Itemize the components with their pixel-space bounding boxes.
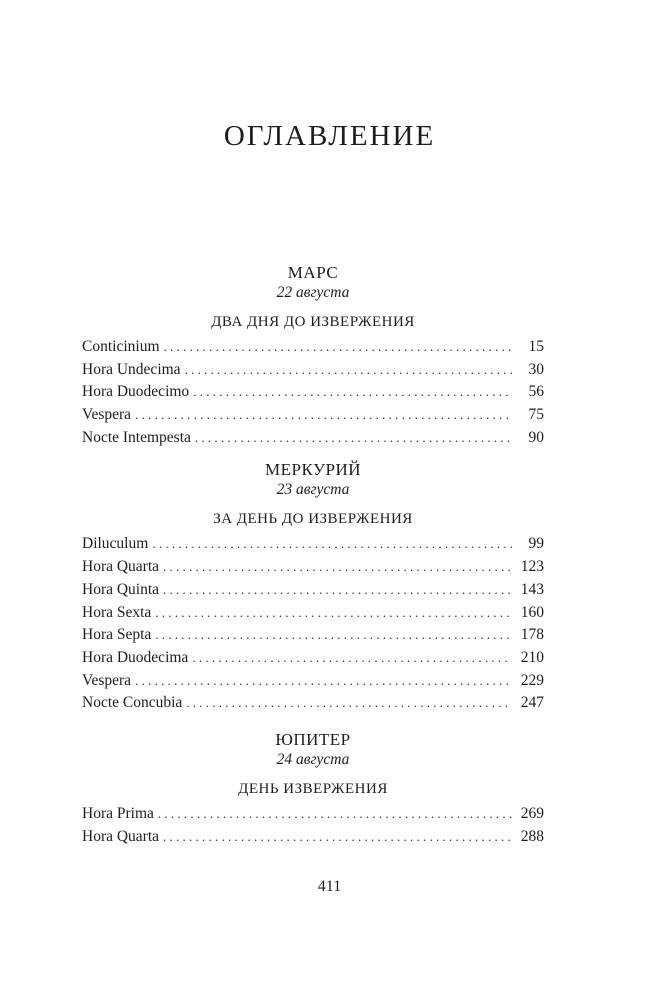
toc-entry[interactable]	[82, 803, 544, 826]
toc-entry[interactable]	[82, 647, 544, 670]
entry-page-number: 15	[528, 338, 544, 355]
entry-label: Hora Quinta	[82, 580, 160, 598]
toc-part-mars	[82, 262, 544, 449]
section-title: ДЕНЬ ИЗВЕРЖЕНИЯ	[238, 780, 388, 797]
part-date: 23 августа	[276, 481, 350, 499]
section-title: ДВА ДНЯ ДО ИЗВЕРЖЕНИЯ	[211, 314, 415, 330]
toc-entry[interactable]	[82, 826, 544, 849]
dot-leader	[163, 556, 512, 579]
toc-entry[interactable]	[82, 556, 544, 579]
page-number: 411	[317, 878, 342, 895]
entry-page-number: 30	[528, 360, 544, 378]
dot-leader	[135, 404, 512, 427]
part-name: МАРС	[287, 263, 339, 282]
entry-label: Hora Septa	[82, 626, 152, 644]
entry-label: Vespera	[82, 406, 132, 424]
dot-leader	[163, 579, 512, 602]
section-title: ЗА ДЕНЬ ДО ИЗВЕРЖЕНИЯ	[213, 511, 413, 528]
entry-label: Hora Prima	[82, 804, 154, 822]
toc-part-jupiter	[82, 729, 544, 848]
toc-entry[interactable]	[82, 336, 544, 359]
entry-page-number: 247	[520, 694, 544, 712]
entry-page-number: 288	[520, 827, 544, 845]
dot-leader	[186, 692, 512, 715]
dot-leader	[163, 826, 512, 849]
entry-label: Hora Duodecima	[82, 648, 189, 666]
page-title: ОГЛАВЛЕНИЕ	[223, 120, 436, 152]
entry-page-number: 178	[520, 626, 544, 644]
toc-entry[interactable]	[82, 533, 544, 556]
entry-label: Nocte Intempesta	[82, 428, 191, 446]
dot-leader	[193, 381, 512, 404]
entry-label: Diluculum	[82, 535, 149, 553]
part-date: 24 августа	[276, 750, 350, 768]
toc-entry[interactable]	[82, 427, 544, 450]
entry-label: Hora Quarta	[82, 558, 160, 576]
dot-leader	[158, 803, 512, 826]
entry-label: Nocte Concubia	[82, 694, 183, 712]
entry-label: Hora Quarta	[82, 827, 160, 845]
dot-leader	[164, 336, 513, 359]
toc-part-mercury	[82, 459, 544, 715]
entry-label: Hora Undecima	[82, 360, 181, 378]
part-date: 22 августа	[276, 284, 350, 301]
entry-page-number: 99	[528, 535, 544, 553]
entry-page-number: 90	[528, 428, 544, 446]
entry-label: Hora Sexta	[82, 603, 152, 621]
dot-leader	[155, 624, 512, 647]
toc-entry[interactable]	[82, 670, 544, 693]
entry-page-number: 75	[528, 406, 544, 424]
toc-entry[interactable]	[82, 579, 544, 602]
toc-entry[interactable]	[82, 404, 544, 427]
entry-page-number: 123	[520, 558, 544, 576]
toc-entry-list	[82, 803, 544, 848]
dot-leader	[185, 359, 512, 382]
toc-entry[interactable]	[82, 602, 544, 625]
dot-leader	[195, 427, 512, 450]
entry-page-number: 160	[520, 603, 544, 621]
dot-leader	[152, 533, 512, 556]
entry-page-number: 229	[520, 671, 544, 689]
entry-page-number: 210	[520, 648, 544, 666]
entry-label: Vespera	[82, 671, 132, 689]
table-of-contents	[82, 262, 544, 848]
part-name: ЮПИТЕР	[275, 729, 351, 749]
dot-leader	[155, 602, 512, 625]
dot-leader	[192, 647, 512, 670]
toc-entry[interactable]	[82, 359, 544, 382]
entry-label: Conticinium	[82, 338, 160, 355]
toc-entry[interactable]	[82, 624, 544, 647]
toc-entry-list	[82, 533, 544, 715]
toc-entry[interactable]	[82, 381, 544, 404]
toc-entry-list	[82, 336, 544, 449]
entry-label: Hora Duodecimo	[82, 383, 190, 401]
toc-entry[interactable]	[82, 692, 544, 715]
dot-leader	[135, 670, 512, 693]
entry-page-number: 269	[520, 804, 544, 822]
entry-page-number: 143	[520, 580, 544, 598]
entry-page-number: 56	[528, 383, 544, 401]
part-name: МЕРКУРИЙ	[265, 460, 361, 480]
